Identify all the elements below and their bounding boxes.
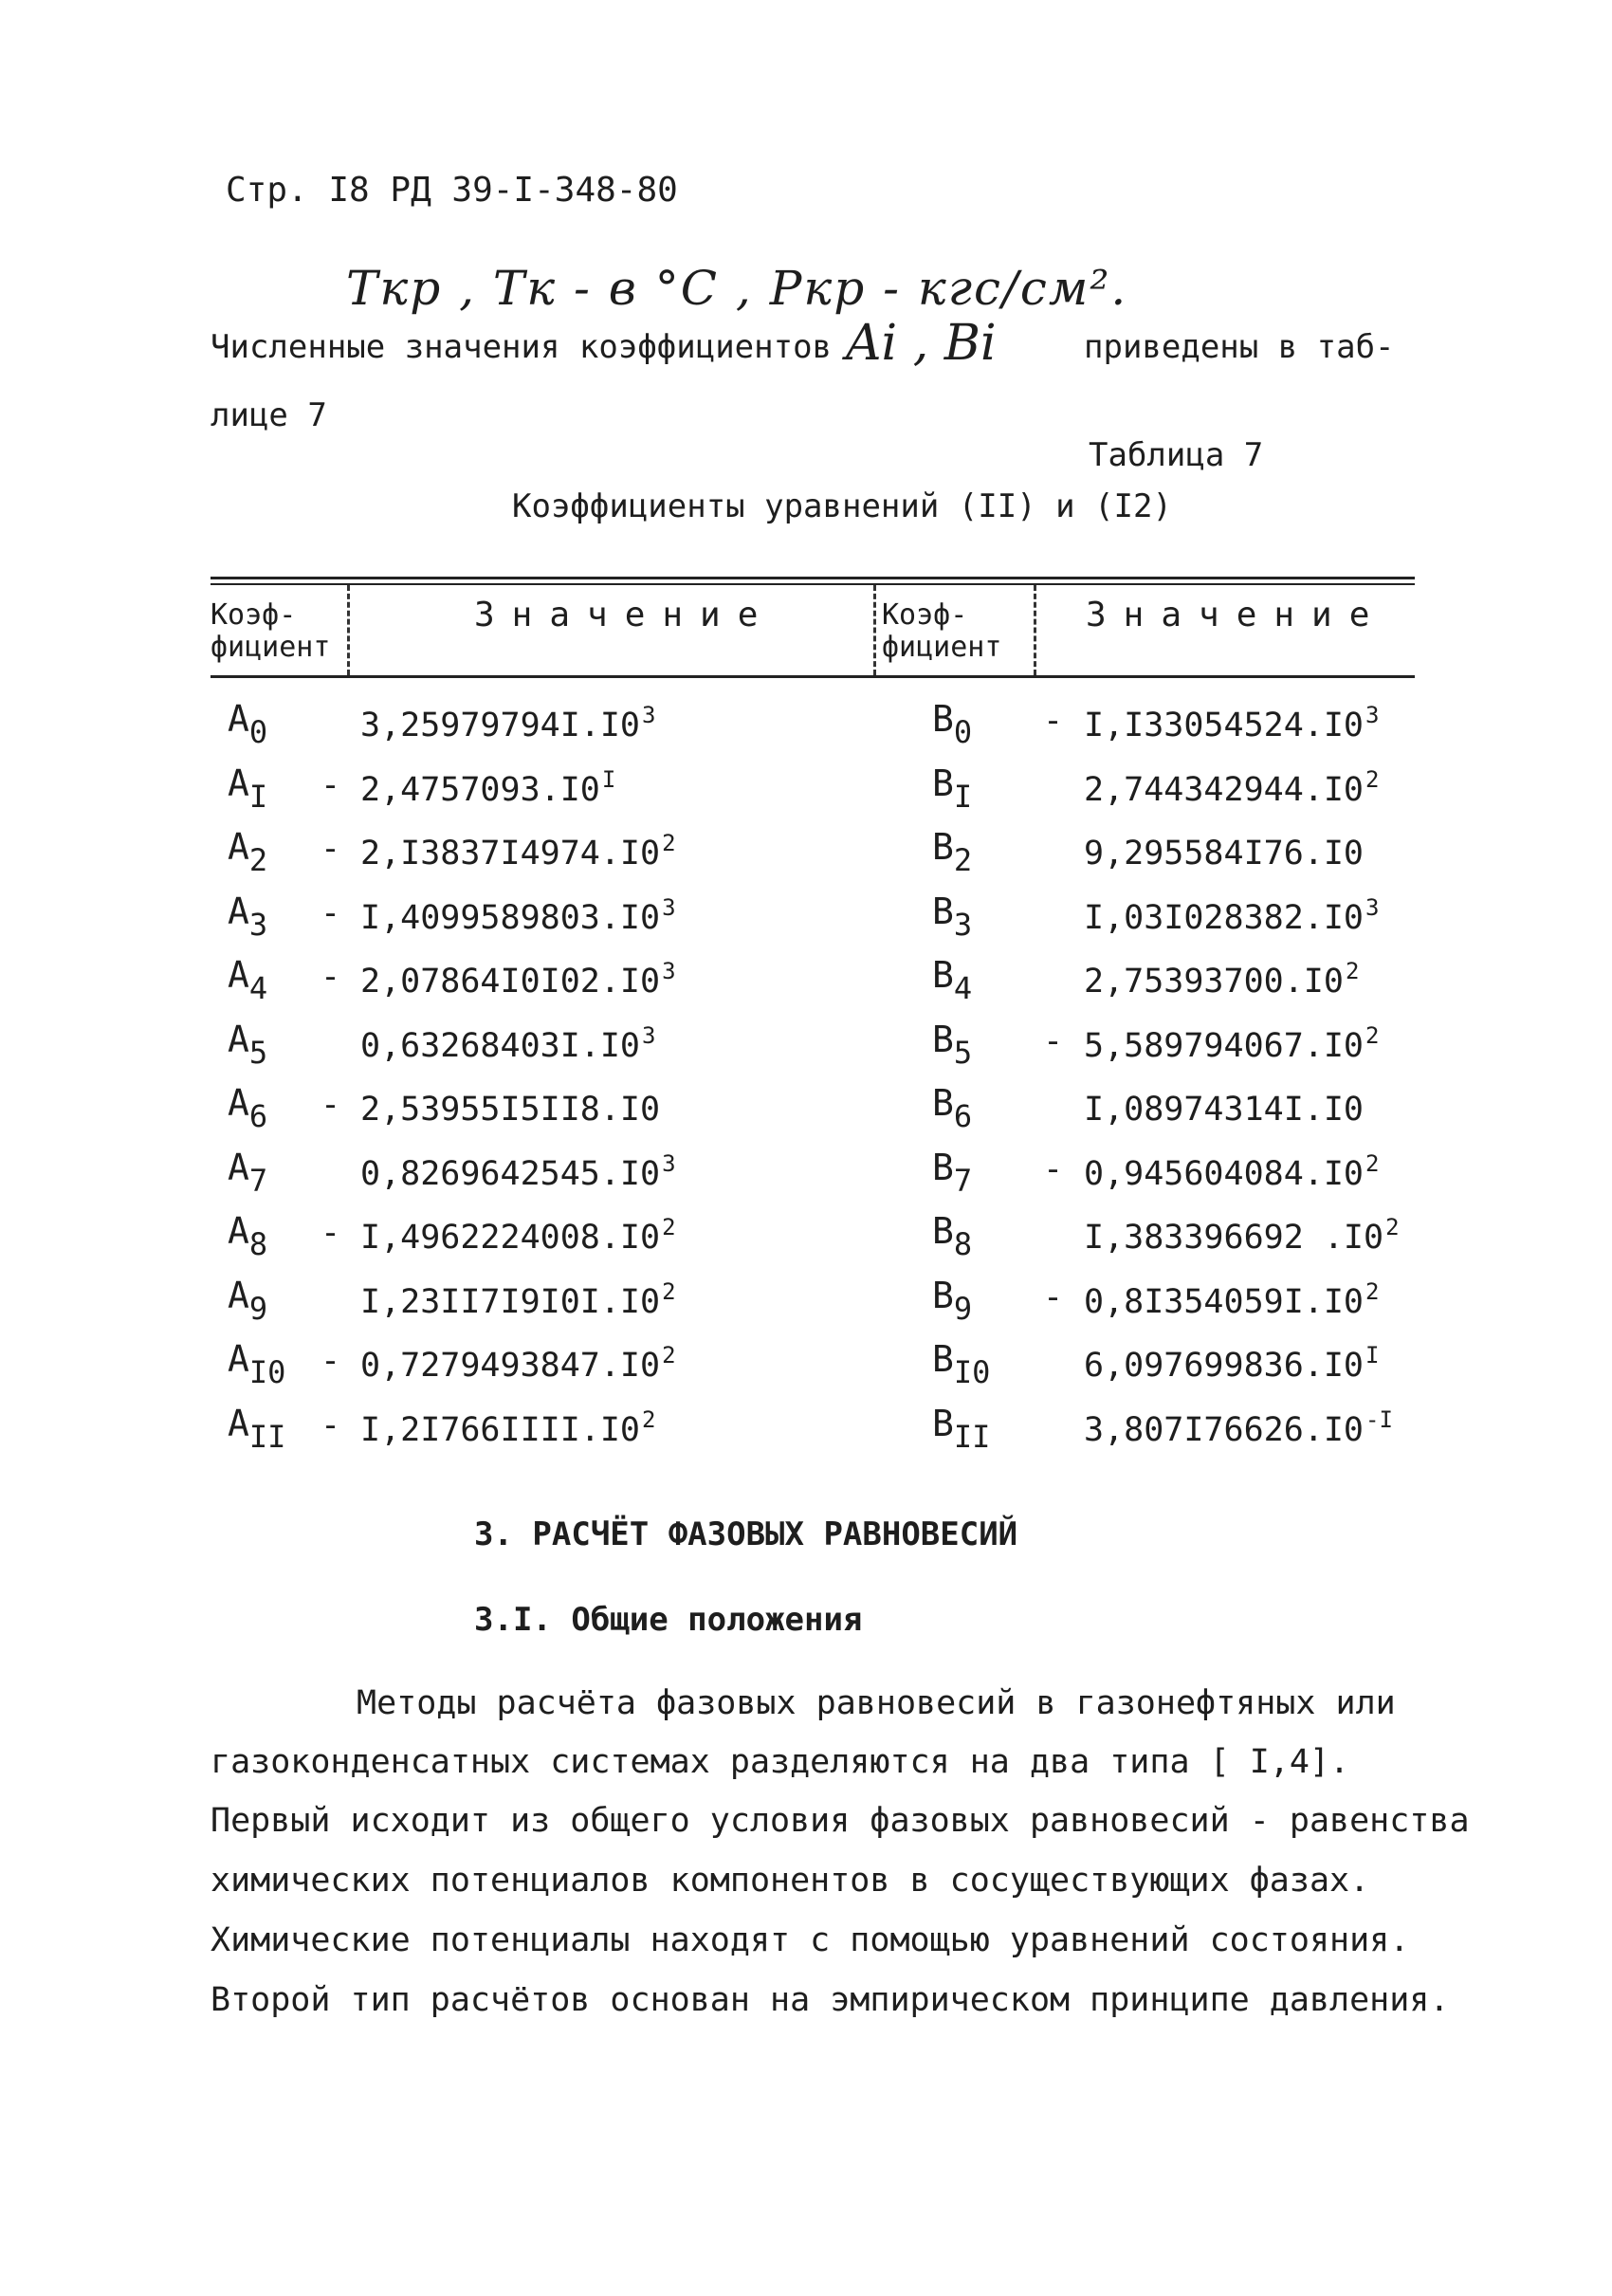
coefficient-a-letter: A — [228, 954, 249, 996]
coefficient-a-value — [360, 830, 676, 872]
coefficient-b-symbol — [932, 954, 972, 1006]
coefficient-b-index: 5 — [953, 1034, 973, 1071]
coefficient-a-value — [360, 958, 676, 1001]
coefficient-b-letter: B — [932, 698, 954, 740]
intro-text-end: приведены в таб- — [1084, 328, 1395, 366]
coefficient-b-letter: B — [932, 1274, 954, 1316]
coefficient-b-index: 3 — [953, 906, 973, 943]
coefficient-a-index: 3 — [248, 906, 268, 943]
coefficient-b-value — [1084, 1086, 1365, 1129]
coefficient-b-mantissa: 0,945604084.I0 — [1084, 1154, 1365, 1193]
coefficient-b-mantissa: I,03I028382.I0 — [1084, 898, 1365, 937]
paragraph-line: химических потенциалов компонентов в сосуществующих фазах. — [211, 1862, 1370, 1900]
section-title: 3. РАСЧЁТ ФАЗОВЫХ РАВНОВЕСИЙ — [474, 1515, 1018, 1553]
coefficient-a-index: 9 — [248, 1290, 268, 1327]
coefficient-b-letter: B — [932, 1146, 954, 1188]
coefficient-a-exponent: 3 — [642, 1021, 656, 1049]
coefficient-a-index: 4 — [248, 970, 268, 1006]
coefficient-a-value — [360, 1022, 655, 1065]
coefficient-a-exponent: 3 — [662, 958, 676, 984]
coefficient-b-symbol — [932, 1403, 990, 1455]
coefficient-a-symbol — [228, 1210, 267, 1262]
coefficient-b-index: 8 — [953, 1226, 973, 1262]
header-coef-right — [882, 599, 1001, 664]
coefficient-a-mantissa: I,23II7I9I0I.I0 — [360, 1282, 661, 1321]
table-header-rule — [211, 675, 1415, 678]
coefficient-a-symbol — [228, 1019, 267, 1071]
coefficient-b-symbol — [932, 1147, 972, 1199]
coefficient-a-index: 8 — [248, 1226, 268, 1262]
coefficient-b-letter: B — [932, 1210, 954, 1252]
coefficient-b-value — [1084, 1342, 1379, 1385]
coefficient-b-sign: - — [1043, 1277, 1064, 1316]
coefficient-a-mantissa: 2,I3837I4974.I0 — [360, 835, 661, 872]
table-row — [0, 1147, 1612, 1209]
coefficient-b-symbol — [932, 1275, 972, 1327]
coefficient-b-index: II — [953, 1418, 991, 1455]
coefficient-a-value — [360, 1150, 676, 1193]
coefficient-a-value — [360, 1214, 676, 1257]
coefficient-b-letter: B — [932, 1082, 954, 1124]
table-row — [0, 762, 1612, 825]
coefficient-b-mantissa: 9,295584I76.I0 — [1084, 835, 1365, 872]
coefficient-b-symbol — [932, 891, 972, 943]
coefficient-a-value — [360, 766, 615, 809]
header-separator — [347, 585, 350, 675]
coefficient-b-index: I — [953, 778, 973, 815]
coefficient-a-mantissa: I,4962224008.I0 — [360, 1219, 661, 1257]
paragraph-line: Первый исходит из общего условия фазовых равновесий - равенства — [211, 1802, 1470, 1840]
coefficient-b-exponent: -I — [1365, 1405, 1393, 1433]
coefficient-a-letter: A — [228, 826, 249, 868]
header-coef-left — [211, 599, 330, 664]
coefficient-b-value — [1084, 1406, 1393, 1449]
coefficient-a-sign: - — [321, 893, 341, 932]
coefficient-a-symbol — [228, 1338, 285, 1390]
coefficient-a-index: 0 — [248, 714, 268, 750]
coefficient-a-value — [360, 1086, 662, 1129]
header-coef-left-line1: Коэф- — [211, 598, 297, 632]
coefficient-a-letter: A — [228, 762, 249, 804]
coefficient-a-exponent: I — [601, 765, 616, 793]
coefficient-b-sign: - — [1043, 1149, 1064, 1188]
paragraph-line: Второй тип расчётов основан на эмпирическом принципе давления. — [211, 1981, 1450, 2019]
header-coef-left-line2: фициент — [211, 631, 331, 664]
intro-text-line2: лице 7 — [211, 396, 327, 434]
handwritten-formula: Tкр , Tк - в °C , Pкр - кгс/см². — [346, 261, 1128, 316]
coefficient-b-letter: B — [932, 762, 954, 804]
coefficient-b-index: 2 — [953, 842, 973, 878]
coefficient-b-index: 4 — [953, 970, 973, 1006]
coefficient-b-symbol — [932, 698, 972, 750]
coefficient-a-value — [360, 894, 676, 937]
coefficient-b-mantissa: 2,744342944.I0 — [1084, 770, 1365, 809]
coefficient-a-mantissa: 0,63268403I.I0 — [360, 1026, 641, 1065]
coefficient-a-letter: A — [228, 1210, 249, 1252]
coefficient-a-exponent: 3 — [662, 1149, 676, 1177]
coefficient-b-index: 0 — [953, 714, 973, 750]
coefficient-b-index: 9 — [953, 1290, 973, 1327]
coefficient-b-sign: - — [1043, 702, 1064, 740]
coefficient-a-letter: A — [228, 1018, 249, 1060]
coefficient-b-value — [1084, 1022, 1379, 1065]
coefficient-a-exponent: 3 — [662, 893, 676, 921]
coefficient-b-value — [1084, 894, 1379, 937]
coefficient-a-symbol — [228, 1403, 285, 1455]
header-coef-right-line1: Коэф- — [882, 598, 968, 632]
coefficient-a-letter: A — [228, 1146, 249, 1188]
coefficient-b-exponent: 2 — [1365, 1021, 1380, 1049]
coefficient-b-exponent: 2 — [1345, 958, 1360, 984]
coefficient-a-mantissa: 3,25979794I.I0 — [360, 707, 641, 744]
table-row — [0, 1403, 1612, 1465]
coefficient-a-sign: - — [321, 1086, 341, 1124]
table-row — [0, 1338, 1612, 1401]
table-caption: Коэффициенты уравнений (II) и (I2) — [512, 487, 1172, 525]
coefficient-b-symbol — [932, 762, 972, 815]
coefficient-b-symbol — [932, 1082, 972, 1134]
coefficient-a-symbol — [228, 1082, 267, 1134]
coefficient-b-mantissa: 0,8I354059I.I0 — [1084, 1282, 1365, 1321]
coefficient-b-mantissa: 3,807I76626.I0 — [1084, 1410, 1365, 1449]
coefficient-a-mantissa: 2,07864I0I02.I0 — [360, 963, 661, 1001]
coefficient-b-mantissa: 6,097699836.I0 — [1084, 1347, 1365, 1385]
coefficient-a-value — [360, 702, 655, 744]
coefficient-a-letter: A — [228, 1274, 249, 1316]
coefficient-a-exponent: 3 — [642, 702, 656, 728]
coefficient-b-sign: - — [1043, 1021, 1064, 1060]
coefficient-a-symbol — [228, 891, 267, 943]
table-row — [0, 1275, 1612, 1337]
coefficient-b-symbol — [932, 1019, 972, 1071]
coefficient-b-letter: B — [932, 1338, 954, 1380]
coefficient-a-symbol — [228, 1275, 267, 1327]
coefficient-a-sign: - — [321, 1342, 341, 1380]
coefficient-a-symbol — [228, 1147, 267, 1199]
table-top-rule — [211, 577, 1415, 579]
coefficient-b-exponent: 2 — [1365, 1149, 1380, 1177]
coefficient-a-sign: - — [321, 765, 341, 804]
coefficient-b-exponent: 3 — [1365, 893, 1380, 921]
coefficient-a-index: 5 — [248, 1034, 268, 1071]
coefficient-b-mantissa: I,08974314I.I0 — [1084, 1091, 1365, 1129]
coefficient-b-letter: B — [932, 826, 954, 868]
coefficient-a-exponent: 2 — [662, 1277, 676, 1305]
intro-handwritten-symbols: Ai , Bi — [846, 315, 997, 372]
coefficient-a-letter: A — [228, 1402, 249, 1444]
page-header: Стр. I8 РД 39-I-348-80 — [226, 171, 678, 210]
coefficient-a-value — [360, 1278, 676, 1321]
coefficient-a-value — [360, 1342, 676, 1385]
coefficient-a-letter: A — [228, 1338, 249, 1380]
coefficient-a-value — [360, 1406, 655, 1449]
coefficient-b-letter: B — [932, 1018, 954, 1060]
paragraph-line: Химические потенциалы находят с помощью уравнений состояния. — [211, 1921, 1410, 1959]
coefficient-b-symbol — [932, 1210, 972, 1262]
coefficient-a-symbol — [228, 762, 267, 815]
coefficient-b-value — [1084, 1278, 1379, 1321]
coefficient-a-index: I0 — [248, 1354, 286, 1390]
coefficient-b-mantissa: I,I33054524.I0 — [1084, 707, 1365, 744]
header-separator — [873, 585, 876, 675]
coefficient-b-letter: B — [932, 954, 954, 996]
coefficient-a-exponent: 2 — [662, 830, 676, 856]
coefficient-b-value — [1084, 958, 1359, 1001]
paragraph-line: Методы расчёта фазовых равновесий в газонефтяных или — [357, 1684, 1396, 1722]
coefficient-b-symbol — [932, 826, 972, 878]
coefficient-a-mantissa: 2,53955I5II8.I0 — [360, 1091, 661, 1129]
coefficient-a-mantissa: 0,8269642545.I0 — [360, 1154, 661, 1193]
coefficient-a-sign: - — [321, 1214, 341, 1252]
header-separator — [1034, 585, 1036, 675]
coefficient-b-letter: B — [932, 1402, 954, 1444]
coefficient-b-mantissa: 5,589794067.I0 — [1084, 1026, 1365, 1065]
coefficient-a-exponent: 2 — [662, 1342, 676, 1368]
coefficient-b-exponent: 2 — [1365, 1277, 1380, 1305]
coefficient-a-mantissa: 0,7279493847.I0 — [360, 1347, 661, 1385]
coefficient-a-letter: A — [228, 890, 249, 932]
table-row — [0, 1210, 1612, 1273]
coefficient-b-letter: B — [932, 890, 954, 932]
coefficient-a-symbol — [228, 954, 267, 1006]
coefficient-b-index: I0 — [953, 1354, 991, 1390]
coefficient-a-sign: - — [321, 958, 341, 996]
table-number: Таблица 7 — [1089, 436, 1264, 474]
header-coef-right-line2: фициент — [882, 631, 1002, 664]
coefficient-b-value — [1084, 1150, 1379, 1193]
coefficient-a-symbol — [228, 826, 267, 878]
coefficient-b-value — [1084, 830, 1365, 872]
coefficient-b-exponent: 2 — [1365, 765, 1380, 793]
coefficient-a-mantissa: 2,4757093.I0 — [360, 770, 600, 809]
coefficient-a-letter: A — [228, 1082, 249, 1124]
coefficient-b-exponent: I — [1365, 1342, 1380, 1368]
coefficient-b-value — [1084, 766, 1379, 809]
coefficient-a-index: 6 — [248, 1098, 268, 1134]
coefficient-a-mantissa: I,4099589803.I0 — [360, 898, 661, 937]
coefficient-b-exponent: 3 — [1365, 702, 1380, 728]
coefficient-b-value — [1084, 702, 1379, 744]
coefficient-a-sign: - — [321, 1405, 341, 1444]
coefficient-a-index: II — [248, 1418, 286, 1455]
coefficient-a-symbol — [228, 698, 267, 750]
coefficient-a-exponent: 2 — [662, 1214, 676, 1240]
coefficient-b-index: 7 — [953, 1162, 973, 1199]
coefficient-a-mantissa: I,2I766IIII.I0 — [360, 1410, 641, 1449]
coefficient-a-index: 7 — [248, 1162, 268, 1199]
coefficient-b-mantissa: 2,75393700.I0 — [1084, 963, 1344, 1001]
table-row — [0, 698, 1612, 761]
coefficient-a-letter: A — [228, 698, 249, 740]
table-row — [0, 1082, 1612, 1145]
coefficient-b-symbol — [932, 1338, 990, 1390]
coefficient-b-exponent: 2 — [1385, 1214, 1400, 1240]
coefficient-a-exponent: 2 — [642, 1405, 656, 1433]
coefficient-b-mantissa: I,383396692 .I0 — [1084, 1219, 1384, 1257]
coefficient-a-index: 2 — [248, 842, 268, 878]
coefficient-a-index: I — [248, 778, 268, 815]
header-value-right: Значение — [1086, 596, 1387, 634]
coefficient-b-index: 6 — [953, 1098, 973, 1134]
header-value-left: Значение — [474, 596, 776, 634]
table-row — [0, 1019, 1612, 1081]
intro-text-start: Численные значения коэффициентов — [211, 328, 833, 366]
table-top-rule-inner — [211, 583, 1415, 585]
paragraph-line: газоконденсатных системах разделяются на два типа [ I,4]. — [211, 1743, 1350, 1781]
coefficient-b-value — [1084, 1214, 1400, 1257]
table-row — [0, 891, 1612, 953]
subsection-title: 3.I. Общие положения — [474, 1601, 863, 1639]
coefficient-a-sign: - — [321, 830, 341, 868]
table-row — [0, 826, 1612, 889]
table-row — [0, 954, 1612, 1017]
